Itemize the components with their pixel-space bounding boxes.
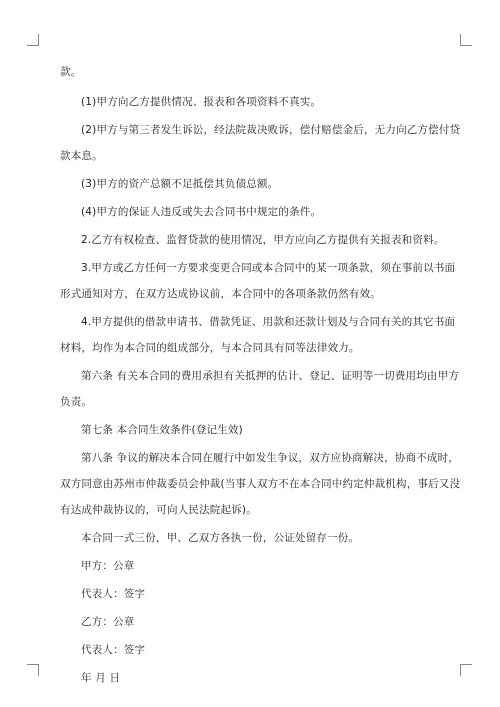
paragraph-line: (4)甲方的保证人违反或失去合同书中规定的条件。 — [81, 206, 322, 218]
paragraph-line: 款。 — [60, 66, 82, 78]
paragraph-line: 款本息。 — [60, 150, 103, 162]
crop-mark-top-right — [460, 34, 472, 46]
paragraph-line: 有达成仲裁协议的，可向人民法院起诉)。 — [60, 504, 257, 516]
paragraph-line: (2)甲方与第三者发生诉讼，经法院裁决败诉，偿付赔偿金后，无力向乙方偿付贷 — [81, 124, 461, 136]
paragraph-line: 双方同意由苏州市仲裁委员会仲裁(当事人双方不在本合同中约定仲裁机构，事后又没 — [60, 478, 461, 490]
signature-line: 代表人：签字 — [81, 644, 146, 656]
paragraph-line: 2.乙方有权检查、监督贷款的使用情况，甲方应向乙方提供有关报表和资料。 — [81, 234, 445, 246]
paragraph-line: 材料，均作为本合同的组成部分，与本合同具有同等法律效力。 — [60, 342, 360, 354]
paragraph-line: 4.甲方提供的借款申请书、借款凭证、用款和还款计划及与合同有关的其它书面 — [81, 316, 456, 328]
crop-mark-bottom-right — [460, 664, 472, 676]
signature-line: 甲方：公章 — [81, 560, 135, 572]
paragraph-line: (1)甲方向乙方提供情况、报表和各项资料不真实。 — [81, 96, 322, 108]
paragraph-line: (3)甲方的资产总额不足抵偿其负债总额。 — [81, 178, 279, 190]
paragraph-line: 第八条 争议的解决本合同在履行中如发生争议，双方应协商解决，协商不成时， — [81, 452, 460, 464]
paragraph-line: 第六条 有关本合同的费用承担有关抵押的估计、登记、证明等一切费用均由甲方 — [81, 370, 460, 382]
signature-line: 乙方：公章 — [81, 616, 135, 628]
signature-line: 代表人：签字 — [81, 588, 146, 600]
paragraph-line: 第七条 本合同生效条件(登记生效) — [81, 424, 243, 436]
paragraph-line: 3.甲方或乙方任何一方要求变更合同或本合同中的某一项条款，须在事前以书面 — [81, 262, 456, 274]
crop-mark-bottom-left — [27, 664, 39, 676]
paragraph-line: 本合同一式三份，甲、乙双方各执一份，公证处留存一份。 — [81, 532, 360, 544]
crop-mark-top-left — [27, 34, 39, 46]
paragraph-line: 形式通知对方，在双方达成协议前，本合同中的各项条款仍然有效。 — [60, 288, 381, 300]
paragraph-line: 负责。 — [60, 396, 93, 408]
date-line: 年 月 日 — [81, 672, 121, 684]
